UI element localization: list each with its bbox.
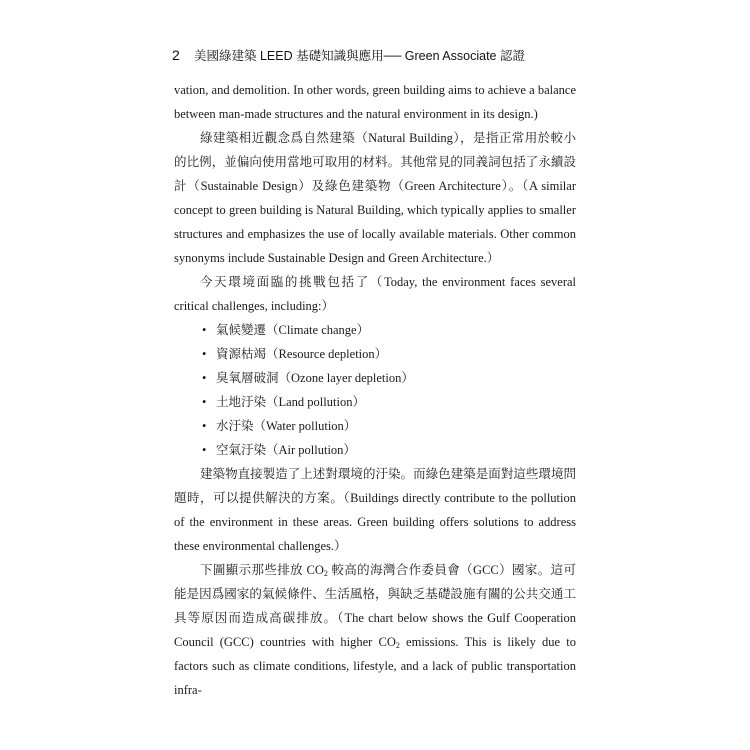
list-item bbox=[202, 342, 576, 366]
bullet-icon: • bbox=[202, 323, 207, 337]
co2-subscript: 2 bbox=[395, 641, 400, 650]
paragraph-continuation: vation, and demolition. In other words, green building aims to achieve a balance between man-made structures and the natural environment in its design.) bbox=[174, 83, 576, 121]
list-item-text: 土地汙染（Land pollution） bbox=[216, 395, 365, 409]
bullet-icon: • bbox=[202, 371, 207, 385]
body-text bbox=[174, 78, 576, 702]
bullet-icon: • bbox=[202, 347, 207, 361]
paragraph-challenges-intro: 今天環境面臨的挑戰包括了（Today, the environment faces several critical challenges, including:） bbox=[174, 275, 576, 313]
gcc-text-part1: 下圖顯示那些排放 CO bbox=[200, 563, 324, 577]
gcc-text-part2: 較高的海灣合作委員會（GCC）國家。這可能是因爲國家的氣候條件、生活風格，與缺乏基礎設施有關的公共交通工具等原因而造成高碳排放。（The chart below shows the Gulf Cooperation Council (GCC) countries with higher CO bbox=[174, 563, 576, 649]
list-item-text: 資源枯竭（Resource depletion） bbox=[216, 347, 388, 361]
running-header-title: 美國綠建築 LEED 基礎知識與應用── Green Associate 認證 bbox=[194, 49, 525, 63]
list-item bbox=[202, 438, 576, 462]
bullet-icon: • bbox=[202, 419, 207, 433]
list-item-text: 氣候變遷（Climate change） bbox=[216, 323, 370, 337]
gcc-text-part3: emissions. This is likely due to factors such as climate conditions, lifestyle, and a lack of public transportation infra- bbox=[174, 635, 576, 697]
paragraph-gcc-emissions bbox=[174, 558, 576, 702]
list-item-text: 水汙染（Water pollution） bbox=[216, 419, 357, 433]
page-number: 2 bbox=[172, 47, 180, 63]
list-item bbox=[202, 414, 576, 438]
co2-subscript: 2 bbox=[323, 569, 328, 578]
challenges-list bbox=[174, 318, 576, 462]
list-item bbox=[202, 318, 576, 342]
bullet-icon: • bbox=[202, 443, 207, 457]
list-item bbox=[202, 366, 576, 390]
list-item-text: 空氣汙染（Air pollution） bbox=[216, 443, 356, 457]
running-header bbox=[172, 45, 592, 65]
bullet-icon: • bbox=[202, 395, 207, 409]
paragraph-solutions: 建築物直接製造了上述對環境的汙染。而綠色建築是面對這些環境問題時，可以提供解決的方案。（Buildings directly contribute to the pollution of the environment in these areas. Green building offers solutions to address these environmental challenges.） bbox=[174, 467, 576, 553]
paragraph-natural-building: 綠建築相近觀念爲自然建築（Natural Building），是指正常用於較小的比例，並偏向使用當地可取用的材料。其他常見的同義詞包括了永續設計（Sustainable Design）及綠色建築物（Green Architecture）。（A similar concept to green building is Natural Building, which typically applies to smaller structures and emphasizes the use of locally available materials. Other common synonyms include Sustainable Design and Green Architecture.） bbox=[174, 131, 576, 265]
list-item-text: 臭氧層破洞（Ozone layer depletion） bbox=[216, 371, 414, 385]
list-item bbox=[202, 390, 576, 414]
